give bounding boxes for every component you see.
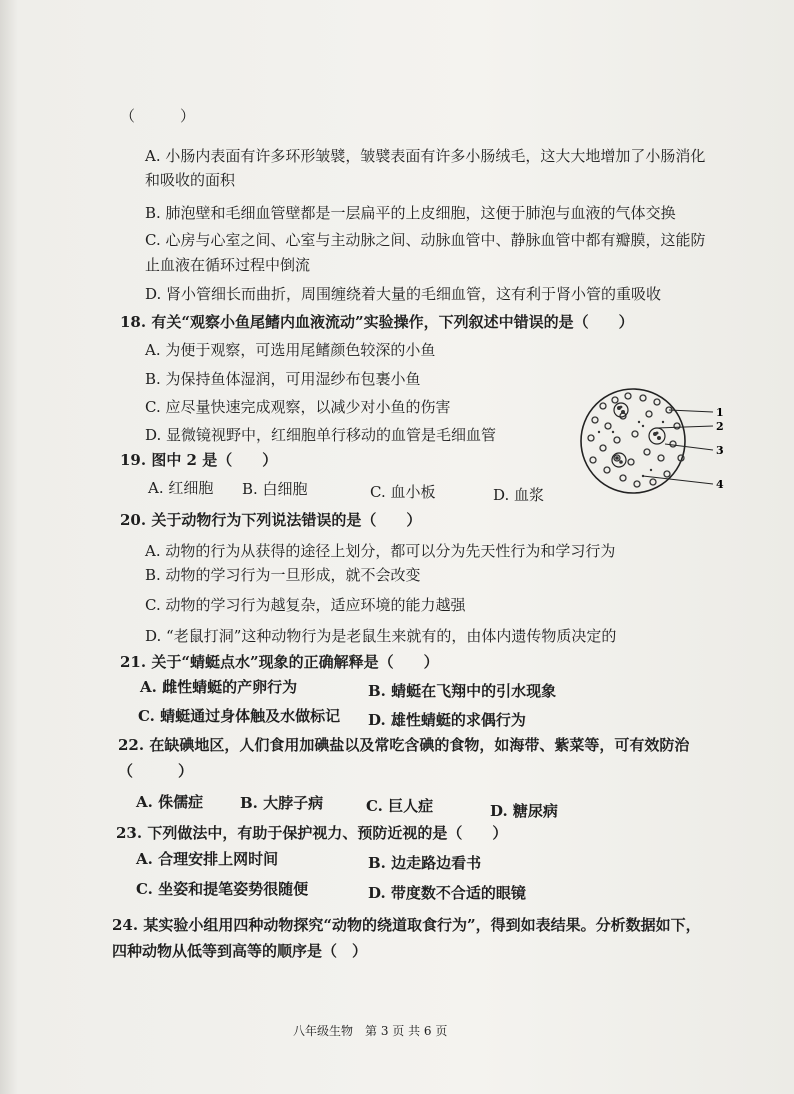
q22-option-c: C. 巨人症 [366,797,434,815]
q23-stem: 23. 下列做法中，有助于保护视力、预防近视的是（ ） [116,824,508,842]
q22-option-a: A. 侏儒症 [136,793,204,811]
q20-option-d: D. “老鼠打洞”这种动物行为是老鼠生来就有的，由体内遗传物质决定的 [145,627,617,645]
q17-option-a: A. 小肠内表面有许多环形皱襞，皱襞表面有许多小肠绒毛，这大大地增加了小肠消化 [145,147,706,165]
q20-stem: 20. 关于动物行为下列说法错误的是（ ） [120,511,422,529]
q24-stem-cont: 四种动物从低等到高等的顺序是（ ） [112,942,368,960]
q17-option-d: D. 肾小管细长而曲折，周围缠绕着大量的毛细血管，这有利于肾小管的重吸收 [145,285,662,303]
figure-label-3: 3 [716,444,724,457]
q18-option-d: D. 显微镜视野中，红细胞单行移动的血管是毛细血管 [145,426,497,444]
q18-stem: 18. 有关“观察小鱼尾鳍内血液流动”实验操作，下列叙述中错误的是（ ） [120,313,634,331]
q18-option-b: B. 为保持鱼体湿润，可用湿纱布包裹小鱼 [145,370,421,388]
q20-option-c: C. 动物的学习行为越复杂，适应环境的能力越强 [145,596,466,614]
q21-option-b: B. 蜻蜓在飞翔中的引水现象 [368,682,557,700]
q19-option-d: D. 血浆 [493,486,545,504]
q19-option-c: C. 血小板 [370,483,436,501]
figure-label-2: 2 [716,420,724,433]
q23-option-d: D. 带度数不合适的眼镜 [368,884,526,902]
figure-label-1: 1 [716,406,724,419]
blood-smear-figure [573,386,733,506]
q17-blank: （ ） [120,107,196,125]
q18-option-a: A. 为便于观察，可选用尾鳍颜色较深的小鱼 [145,341,436,359]
q19-option-b: B. 白细胞 [242,480,308,498]
q22-stem: 22. 在缺碘地区，人们食用加碘盐以及常吃含碘的食物，如海带、紫菜等，可有效防治 [118,736,690,754]
q17-option-b: B. 肺泡壁和毛细血管壁都是一层扁平的上皮细胞，这便于肺泡与血液的气体交换 [145,204,676,222]
page-footer: 八年级生物 第 3 页 共 6 页 [293,1024,448,1038]
q20-option-b: B. 动物的学习行为一旦形成，就不会改变 [145,566,421,584]
figure-label-4: 4 [716,478,724,491]
q21-option-c: C. 蜻蜓通过身体触及水做标记 [138,707,341,725]
q19-stem: 19. 图中 2 是（ ） [120,451,278,469]
q23-option-a: A. 合理安排上网时间 [136,850,279,868]
q18-option-c: C. 应尽量快速完成观察，以减少对小鱼的伤害 [145,398,451,416]
q22-option-b: B. 大脖子病 [240,794,324,812]
q23-option-b: B. 边走路边看书 [368,854,482,872]
q22-option-d: D. 糖尿病 [490,802,558,820]
q17-option-a-cont: 和吸收的面积 [145,171,236,189]
q21-option-d: D. 雄性蜻蜓的求偶行为 [368,711,526,729]
q17-option-c-cont: 止血液在循环过程中倒流 [145,256,311,274]
q19-option-a: A. 红细胞 [148,479,214,497]
q20-option-a: A. 动物的行为从获得的途径上划分，都可以分为先天性行为和学习行为 [145,542,616,560]
q21-option-a: A. 雌性蜻蜓的产卵行为 [140,678,298,696]
q24-stem: 24. 某实验小组用四种动物探究“动物的绕道取食行为”，得到如表结果。分析数据如下， [112,916,701,934]
q23-option-c: C. 坐姿和提笔姿势很随便 [136,880,309,898]
q22-blank: （ ） [118,762,194,780]
q21-stem: 21. 关于“蜻蜓点水”现象的正确解释是（ ） [120,653,439,671]
q17-option-c: C. 心房与心室之间、心室与主动脉之间、动脉血管中、静脉血管中都有瓣膜，这能防 [145,231,706,249]
